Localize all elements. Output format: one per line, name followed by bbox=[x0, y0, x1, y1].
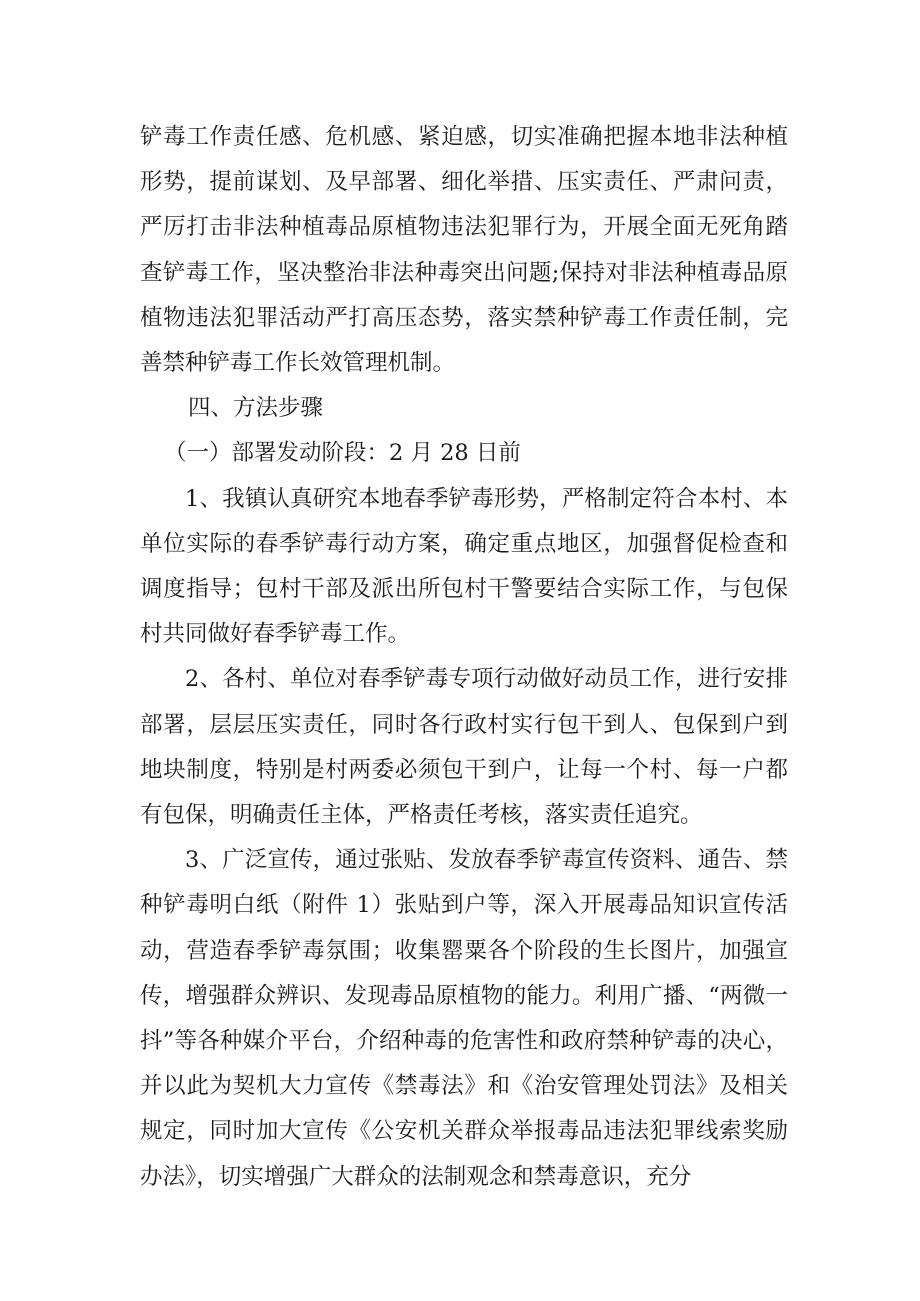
paragraph-item-3: 3、广泛宣传，通过张贴、发放春季铲毒宣传资料、通告、禁种铲毒明白纸（附件 1）张贴到户等，深入开展毒品知识宣传活动，营造春季铲毒氛围；收集罂粟各个阶段的生长图片，加强宣传，增强群众辨识、发现毒品原植物的能力。利用广播、“两微一抖”等各种媒介平台，介绍种毒的危害性和政府禁种铲毒的决心，并以此为契机大力宣传《禁毒法》和《治安管理处罚法》及相关规定，同时加大宣传《公安机关群众举报毒品违法犯罪线索奖励办法》，切实增强广大群众的法制观念和禁毒意识，充分 bbox=[140, 847, 788, 1190]
subsection-heading: （一）部署发动阶段：2 月 28 日前 bbox=[164, 440, 521, 467]
paragraph-item-2: 2、各村、单位对春季铲毒专项行动做好动员工作，进行安排部署，层层压实责任，同时各行政村实行包干到人、包保到户到地块制度，特别是村两委必须包干到户，让每一个村、每一户都有包保，明确责任主体，严格责任考核，落实责任追究。 bbox=[140, 666, 788, 829]
document-body bbox=[140, 115, 788, 1200]
section-heading: 四、方法步骤 bbox=[188, 395, 324, 422]
paragraph-continuation: 铲毒工作责任感、危机感、紧迫感，切实准确把握本地非法种植形势，提前谋划、及早部署、细化举措、压实责任、严肃问责，严厉打击非法种植毒品原植物违法犯罪行为，开展全面无死角踏查铲毒工作，坚决整治非法种毒突出问题;保持对非法种植毒品原植物违法犯罪活动严打高压态势，落实禁种铲毒工作责任制，完善禁种铲毒工作长效管理机制。 bbox=[140, 124, 788, 377]
paragraph-item-1: 1、我镇认真研究本地春季铲毒形势，严格制定符合本村、本单位实际的春季铲毒行动方案，确定重点地区，加强督促检查和调度指导；包村干部及派出所包村干警要结合实际工作，与包保村共同做好春季铲毒工作。 bbox=[140, 485, 788, 648]
